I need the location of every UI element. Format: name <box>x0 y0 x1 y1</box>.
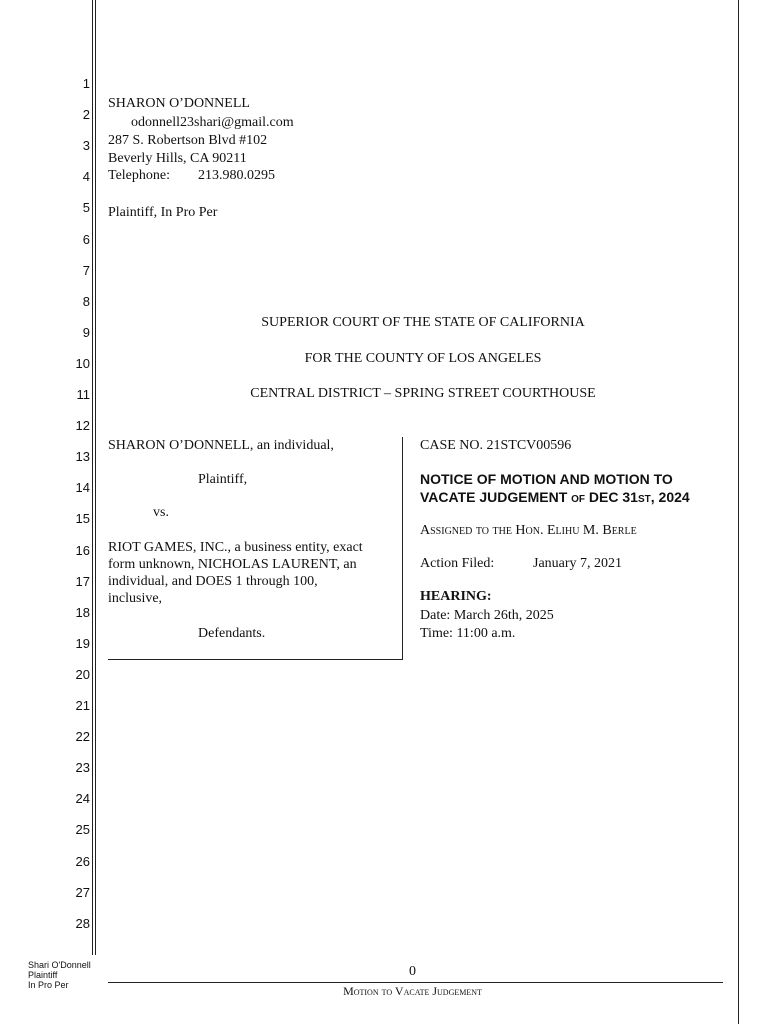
left-margin-line-inner <box>95 0 96 955</box>
footer-left-role2: In Pro Per <box>28 980 69 990</box>
attorney-role: Plaintiff, In Pro Per <box>108 205 218 220</box>
caption-vs: vs. <box>153 505 169 520</box>
court-name-line3: CENTRAL DISTRICT – SPRING STREET COURTHOUSE <box>250 386 596 401</box>
line-number: 13 <box>75 449 90 465</box>
line-number: 9 <box>82 324 90 340</box>
line-number: 15 <box>75 511 90 527</box>
attorney-name: SHARON O’DONNELL <box>108 96 250 111</box>
footer-left-name: Shari O'Donnell <box>28 960 91 970</box>
line-number: 5 <box>82 200 90 216</box>
footer-left-role1: Plaintiff <box>28 970 58 980</box>
hearing-time: Time: 11:00 a.m. <box>420 626 516 641</box>
attorney-address-line2: Beverly Hills, CA 90211 <box>108 151 247 166</box>
court-name-line1: SUPERIOR COURT OF THE STATE OF CALIFORNIA <box>261 315 585 330</box>
line-number: 20 <box>75 666 90 682</box>
line-number: 1 <box>82 76 90 91</box>
hearing-date: Date: March 26th, 2025 <box>420 608 554 623</box>
caption-defendant-line1: RIOT GAMES, INC., a business entity, exact <box>108 540 363 555</box>
line-number: 16 <box>75 542 90 558</box>
line-number: 18 <box>75 604 90 620</box>
motion-title-line2: VACATE JUDGEMENT of DEC 31st, 2024 <box>420 489 690 505</box>
hearing-label: HEARING: <box>420 589 492 604</box>
line-number: 10 <box>75 355 90 371</box>
line-number: 6 <box>82 231 90 247</box>
caption-defendant-line4: inclusive, <box>108 591 163 606</box>
line-number: 17 <box>75 573 90 589</box>
line-number: 8 <box>82 293 90 309</box>
line-number: 28 <box>75 915 90 931</box>
line-number: 2 <box>82 107 90 123</box>
line-number: 27 <box>75 884 90 900</box>
action-filed-date: January 7, 2021 <box>533 556 623 571</box>
footer-title: Motion to Vacate Judgement <box>343 984 482 998</box>
line-number: 4 <box>82 169 90 185</box>
action-filed-label: Action Filed: <box>420 556 495 571</box>
caption-divider-vertical <box>402 437 403 659</box>
caption-plaintiff-label: Plaintiff, <box>198 472 248 487</box>
line-number: 3 <box>82 138 90 154</box>
line-number: 21 <box>75 698 90 713</box>
line-number: 23 <box>75 760 90 776</box>
page-number: 0 <box>409 964 416 979</box>
caption-defendant-line3: individual, and DOES 1 through 100, <box>108 574 318 589</box>
line-number: 22 <box>75 729 90 745</box>
right-margin-line <box>738 0 739 1024</box>
caption-plaintiff: SHARON O’DONNELL, an individual, <box>108 438 334 453</box>
line-number: 24 <box>75 791 90 807</box>
line-number: 19 <box>75 635 90 651</box>
caption-divider-horizontal <box>108 659 403 660</box>
line-number: 7 <box>82 262 90 278</box>
line-number: 14 <box>75 480 90 496</box>
left-margin-line <box>92 0 93 955</box>
line-number: 26 <box>75 853 90 869</box>
line-number: 25 <box>75 822 90 838</box>
motion-title-line1: NOTICE OF MOTION AND MOTION TO <box>420 471 673 487</box>
attorney-telephone-label: Telephone: <box>108 168 170 183</box>
caption-defendants-label: Defendants. <box>198 626 266 641</box>
attorney-telephone: 213.980.0295 <box>198 168 275 183</box>
line-number: 12 <box>75 418 90 434</box>
line-number: 11 <box>76 387 90 402</box>
case-number: CASE NO. 21STCV00596 <box>420 438 572 453</box>
attorney-email: odonnell23shari@gmail.com <box>131 115 294 130</box>
assigned-judge: Assigned to the Hon. Elihu M. Berle <box>420 523 637 538</box>
caption-defendant-line2: form unknown, NICHOLAS LAURENT, an <box>108 557 357 572</box>
attorney-address-line1: 287 S. Robertson Blvd #102 <box>108 133 268 148</box>
court-name-line2: FOR THE COUNTY OF LOS ANGELES <box>304 351 542 366</box>
